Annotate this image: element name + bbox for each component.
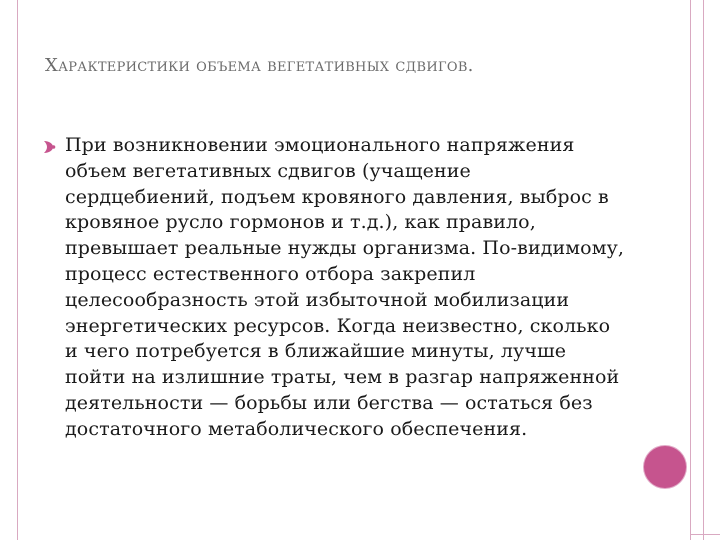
frame-line-left (17, 0, 18, 540)
bullet-text: При возникновении эмоционального напряжения объем вегетативных сдвигов (учащение сердцебиений, подъем кровяного давления, выброс в кровяное русло гормонов и т.д.), как правило, превышает реальные нужды организма. По-видимому, процесс естественного отбора закрепил целесообразность этой избыточной мобилизации энергетических ресурсов. Когда неизвестно, сколько и чего потребуется в ближайшие минуты, лучше пойти на излишние траты, чем в разгар напряженной деятельности — борьбы или бегства — остаться без достаточного метаболического обеспечения. (65, 134, 625, 440)
slide-title: Характеристики объема вегетативных сдвигов. (45, 55, 474, 76)
decorative-circle (644, 446, 686, 488)
fleuron-bullet-icon (42, 139, 56, 153)
frame-line-bottom (690, 534, 720, 535)
frame-line-right-inner (690, 0, 691, 540)
frame-line-right-outer (703, 0, 704, 540)
